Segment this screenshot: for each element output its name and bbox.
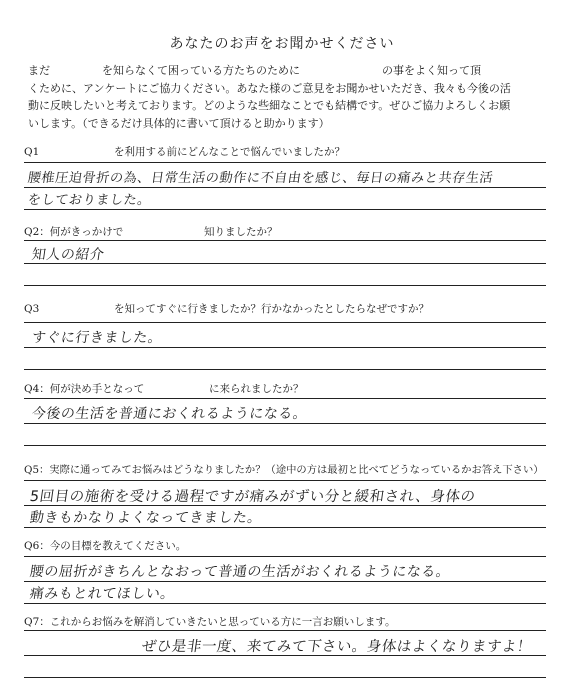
question-7-number: Q7：これからお悩みを解消していきたいと思っている方に一言お願いします。 xyxy=(24,616,396,628)
intro-line-1 xyxy=(28,62,538,80)
answer-7-line-1: ぜひ是非一度、来てみて下さい。身体はよくなりますよ！ xyxy=(140,639,533,655)
question-3 xyxy=(24,301,429,316)
answer-3-line-1: すぐに行きました。 xyxy=(30,330,164,346)
answer-box-7 xyxy=(24,630,546,677)
form-title: あなたのお声をお聞かせください xyxy=(169,36,395,52)
answer-6-line-1: 腰の屈折がきちんとなおって普通の生活がおくれるようになる。 xyxy=(28,564,452,580)
intro-line-1a: まだ xyxy=(28,64,50,77)
answer-1-line-2: をしておりました。 xyxy=(26,193,152,208)
answer-box-6 xyxy=(24,556,546,603)
question-6-number: Q6：今の目標を教えてください。 xyxy=(24,540,187,552)
answer-2-line-1: 知人の紹介 xyxy=(30,247,106,263)
question-6 xyxy=(24,538,186,553)
question-4-text: に来られましたか？ xyxy=(209,383,304,395)
intro-line-2: くために、アンケートにご協力ください。あなた様のご意見をお聞かせいただき、我々も今後の活 xyxy=(28,81,511,95)
question-3-number: Q3 xyxy=(24,303,40,315)
question-2-number: Q2：何がきっかけで xyxy=(24,226,124,238)
question-7 xyxy=(24,614,395,629)
question-1-number: Q1 xyxy=(24,146,40,158)
answer-4-line-1: 今後の生活を普通におくれるようになる。 xyxy=(30,406,309,422)
answer-5-line-1: 5回目の施術を受ける過程ですが痛みがずい分と緩和され、身体の xyxy=(28,489,477,505)
answer-1-line-1: 腰椎圧迫骨折の為、日常生活の動作に不自由を感じ、毎日の痛みと共存生活 xyxy=(26,171,495,186)
intro-line-4: いします。（できるだけ具体的に書いて頂けると助かります） xyxy=(28,116,330,130)
question-2-text: 知りましたか？ xyxy=(204,226,278,238)
answer-box-5 xyxy=(24,480,546,527)
intro-line-3: 動に反映したいと考えております。どのような些細なことでも結構です。ぜひご協力よろしくお願 xyxy=(28,99,511,112)
question-3-text: を知ってすぐに行きましたか？行かなかったとしたらなぜですか？ xyxy=(114,303,429,315)
answer-box-2 xyxy=(24,240,546,287)
intro-line-1c: の事をよく知って頂 xyxy=(382,64,481,77)
answer-5-line-2: 動きもかなりよくなってきました。 xyxy=(28,510,263,526)
intro-line-1b: を知らなくて困っている方たちのために xyxy=(102,64,300,77)
answer-6-line-2: 痛みもとれてほしい。 xyxy=(28,586,176,602)
question-1-text: を利用する前にどんなことで悩んでいましたか？ xyxy=(114,146,345,158)
question-5 xyxy=(24,461,544,476)
answer-box-4 xyxy=(24,398,546,445)
intro-text xyxy=(28,62,538,132)
question-1 xyxy=(24,144,345,159)
question-5-number: Q5：実際に通ってみてお悩みはどうなりましたか？（途中の方は最初と比べてどうなっているかお答え下さい） xyxy=(24,464,544,476)
answer-box-3 xyxy=(24,322,546,369)
answer-box-1 xyxy=(24,162,546,209)
question-2 xyxy=(24,224,278,239)
question-4-number: Q4：何が決め手となって xyxy=(24,383,145,395)
question-4 xyxy=(24,381,304,396)
